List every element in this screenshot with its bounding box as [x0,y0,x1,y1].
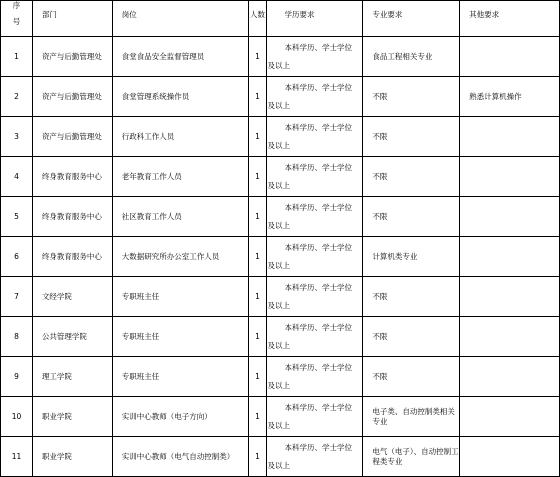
header-education: 学历要求 [267,1,363,37]
row-count: 1 [248,357,267,397]
row-major: 不限 [363,157,460,197]
education-line-1: 本科学历、学士学位 [284,402,352,412]
education-line-2: 及以上 [267,260,290,270]
row-other [460,197,560,237]
education-line-2: 及以上 [267,60,290,70]
education-line-2: 及以上 [267,460,290,470]
row-major: 计算机类专业 [363,237,460,277]
row-number: 4 [1,157,33,197]
row-number: 5 [1,197,33,237]
row-number: 9 [1,357,33,397]
row-position: 食堂食品安全监督管理员 [112,37,248,77]
header-number-bottom: 号 [12,17,21,26]
row-position: 食堂管理系统操作员 [112,77,248,117]
row-department: 理工学院 [32,357,112,397]
row-education [267,277,363,317]
row-number: 3 [1,117,33,157]
row-major: 不限 [363,357,460,397]
table-row [1,317,560,357]
row-education [267,77,363,117]
header-other: 其他要求 [460,1,560,37]
row-number: 7 [1,277,33,317]
row-count: 1 [248,237,267,277]
header-department: 部门 [32,1,112,37]
row-major: 电气（电子）、自动控制工程类专业 [363,437,460,477]
education-line-1: 本科学历、学士学位 [284,322,352,332]
row-position: 老年教育工作人员 [112,157,248,197]
row-count: 1 [248,157,267,197]
row-number: 6 [1,237,33,277]
education-line-2: 及以上 [267,380,290,390]
table-row [1,157,560,197]
row-other [460,277,560,317]
row-major: 不限 [363,117,460,157]
row-department: 终身教育服务中心 [32,197,112,237]
header-position: 岗位 [112,1,248,37]
row-department: 终身教育服务中心 [32,157,112,197]
row-count: 1 [248,397,267,437]
row-department: 资产与后勤管理处 [32,37,112,77]
row-count: 1 [248,37,267,77]
row-number: 1 [1,37,33,77]
table-row [1,437,560,477]
education-line-2: 及以上 [267,420,290,430]
row-other [460,397,560,437]
row-department: 职业学院 [32,397,112,437]
education-line-1: 本科学历、学士学位 [284,42,352,52]
row-count: 1 [248,117,267,157]
header-count: 人数 [248,1,267,37]
row-number: 10 [1,397,33,437]
row-education [267,317,363,357]
education-line-1: 本科学历、学士学位 [284,242,352,252]
education-line-1: 本科学历、学士学位 [284,362,352,372]
row-education [267,237,363,277]
row-position: 行政科工作人员 [112,117,248,157]
education-line-2: 及以上 [267,340,290,350]
row-other [460,117,560,157]
row-major: 不限 [363,277,460,317]
row-major: 不限 [363,77,460,117]
table-row [1,117,560,157]
row-department: 职业学院 [32,437,112,477]
row-education [267,37,363,77]
row-major: 不限 [363,317,460,357]
row-other [460,37,560,77]
row-education [267,397,363,437]
row-position: 实训中心教师（电子方向） [112,397,248,437]
header-number [1,1,33,37]
table-row [1,197,560,237]
row-number: 2 [1,77,33,117]
row-major: 电子类、自动控制类相关专业 [363,397,460,437]
education-line-2: 及以上 [267,180,290,190]
row-department: 资产与后勤管理处 [32,117,112,157]
education-line-1: 本科学历、学士学位 [284,442,352,452]
table-header-row [1,1,560,37]
education-line-2: 及以上 [267,100,290,110]
header-major: 专业要求 [363,1,460,37]
row-other [460,437,560,477]
table-row [1,397,560,437]
education-line-2: 及以上 [267,140,290,150]
row-position: 专职班主任 [112,317,248,357]
row-count: 1 [248,197,267,237]
row-position: 大数据研究所办公室工作人员 [112,237,248,277]
row-position: 社区教育工作人员 [112,197,248,237]
education-line-2: 及以上 [267,300,290,310]
row-department: 公共管理学院 [32,317,112,357]
row-education [267,357,363,397]
education-line-1: 本科学历、学士学位 [284,282,352,292]
education-line-1: 本科学历、学士学位 [284,122,352,132]
row-education [267,197,363,237]
row-education [267,117,363,157]
row-count: 1 [248,317,267,357]
row-other [460,157,560,197]
row-education [267,437,363,477]
row-department: 文经学院 [32,277,112,317]
row-department: 终身教育服务中心 [32,237,112,277]
row-number: 8 [1,317,33,357]
row-major: 食品工程相关专业 [363,37,460,77]
row-other: 熟悉计算机操作 [460,77,560,117]
row-other [460,237,560,277]
row-major: 不限 [363,197,460,237]
table-row [1,37,560,77]
table-row [1,237,560,277]
row-number: 11 [1,437,33,477]
row-other [460,357,560,397]
row-count: 1 [248,77,267,117]
row-count: 1 [248,437,267,477]
row-other [460,317,560,357]
row-education [267,157,363,197]
row-count: 1 [248,277,267,317]
table-row [1,277,560,317]
table-row [1,357,560,397]
row-department: 资产与后勤管理处 [32,77,112,117]
education-line-1: 本科学历、学士学位 [284,82,352,92]
table-row [1,77,560,117]
header-number-top: 序 [12,1,21,10]
education-line-1: 本科学历、学士学位 [284,162,352,172]
row-position: 专职班主任 [112,357,248,397]
education-line-1: 本科学历、学士学位 [284,202,352,212]
row-position: 实训中心教师（电气自动控制类） [112,437,248,477]
education-line-2: 及以上 [267,220,290,230]
row-position: 专职班主任 [112,277,248,317]
